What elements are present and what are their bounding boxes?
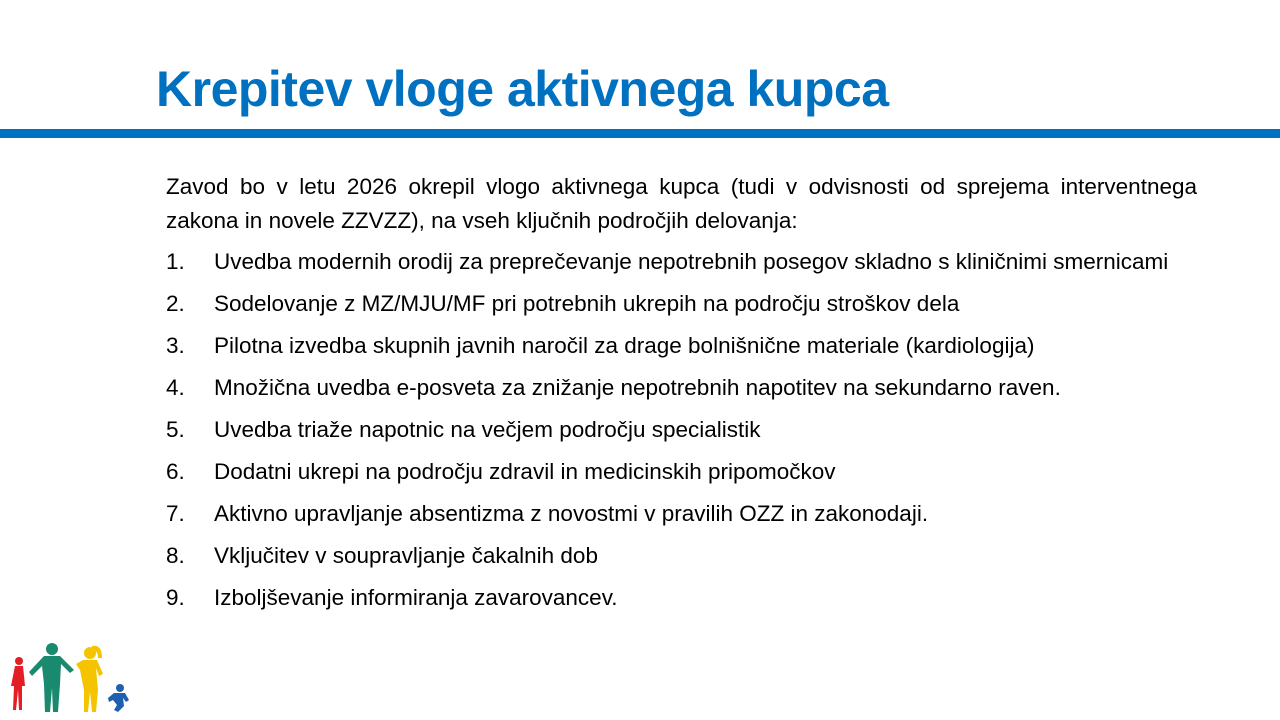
list-item [166,497,1197,531]
slide-body [166,170,1197,623]
list-item [166,371,1197,405]
list-item-number: 9. [166,585,185,610]
list-item [166,245,1197,279]
list-item-text: Uvedba modernih orodij za preprečevanje nepotrebnih posegov skladno s kliničnimi smernicami [214,249,1169,274]
list-item [166,413,1197,447]
list-item-number: 4. [166,375,185,400]
measures-list [166,245,1197,615]
list-item [166,287,1197,321]
list-item-text: Aktivno upravljanje absentizma z novostmi v pravilih OZZ in zakonodaji. [214,501,929,526]
intro-paragraph: Zavod bo v letu 2026 okrepil vlogo aktivnega kupca (tudi v odvisnosti od sprejema interventnega zakona in novele ZZVZZ), na vseh ključnih področjih delovanja: [166,174,1197,233]
list-item-number: 7. [166,501,185,526]
list-item-text: Dodatni ukrepi na področju zdravil in medicinskih pripomočkov [214,459,836,484]
list-item-number: 2. [166,291,185,316]
slide-title: Krepitev vloge aktivnega kupca [156,61,889,117]
list-item-number: 1. [166,249,185,274]
list-item-number: 3. [166,333,185,358]
list-item-number: 8. [166,543,185,568]
list-item-text: Izboljševanje informiranja zavarovancev. [214,585,618,610]
list-item-text: Množična uvedba e-posveta za znižanje nepotrebnih napotitev na sekundarno raven. [214,375,1061,400]
list-item-text: Vključitev v soupravljanje čakalnih dob [214,543,598,568]
list-item-text: Pilotna izvedba skupnih javnih naročil za drage bolnišnične materiale (kardiologija) [214,333,1035,358]
yellow-figure-icon [76,646,103,712]
list-item-text: Sodelovanje z MZ/MJU/MF pri potrebnih ukrepih na področju stroškov dela [214,291,960,316]
list-item [166,581,1197,615]
list-item [166,539,1197,573]
green-figure-icon [29,643,74,712]
title-divider [0,129,1280,138]
family-figures-logo-icon [6,640,132,716]
list-item-text: Uvedba triaže napotnic na večjem področju specialistik [214,417,761,442]
red-figure-icon [11,657,25,710]
list-item-number: 5. [166,417,185,442]
blue-figure-icon [108,684,129,712]
list-item-number: 6. [166,459,185,484]
list-item [166,329,1197,363]
list-item [166,455,1197,489]
